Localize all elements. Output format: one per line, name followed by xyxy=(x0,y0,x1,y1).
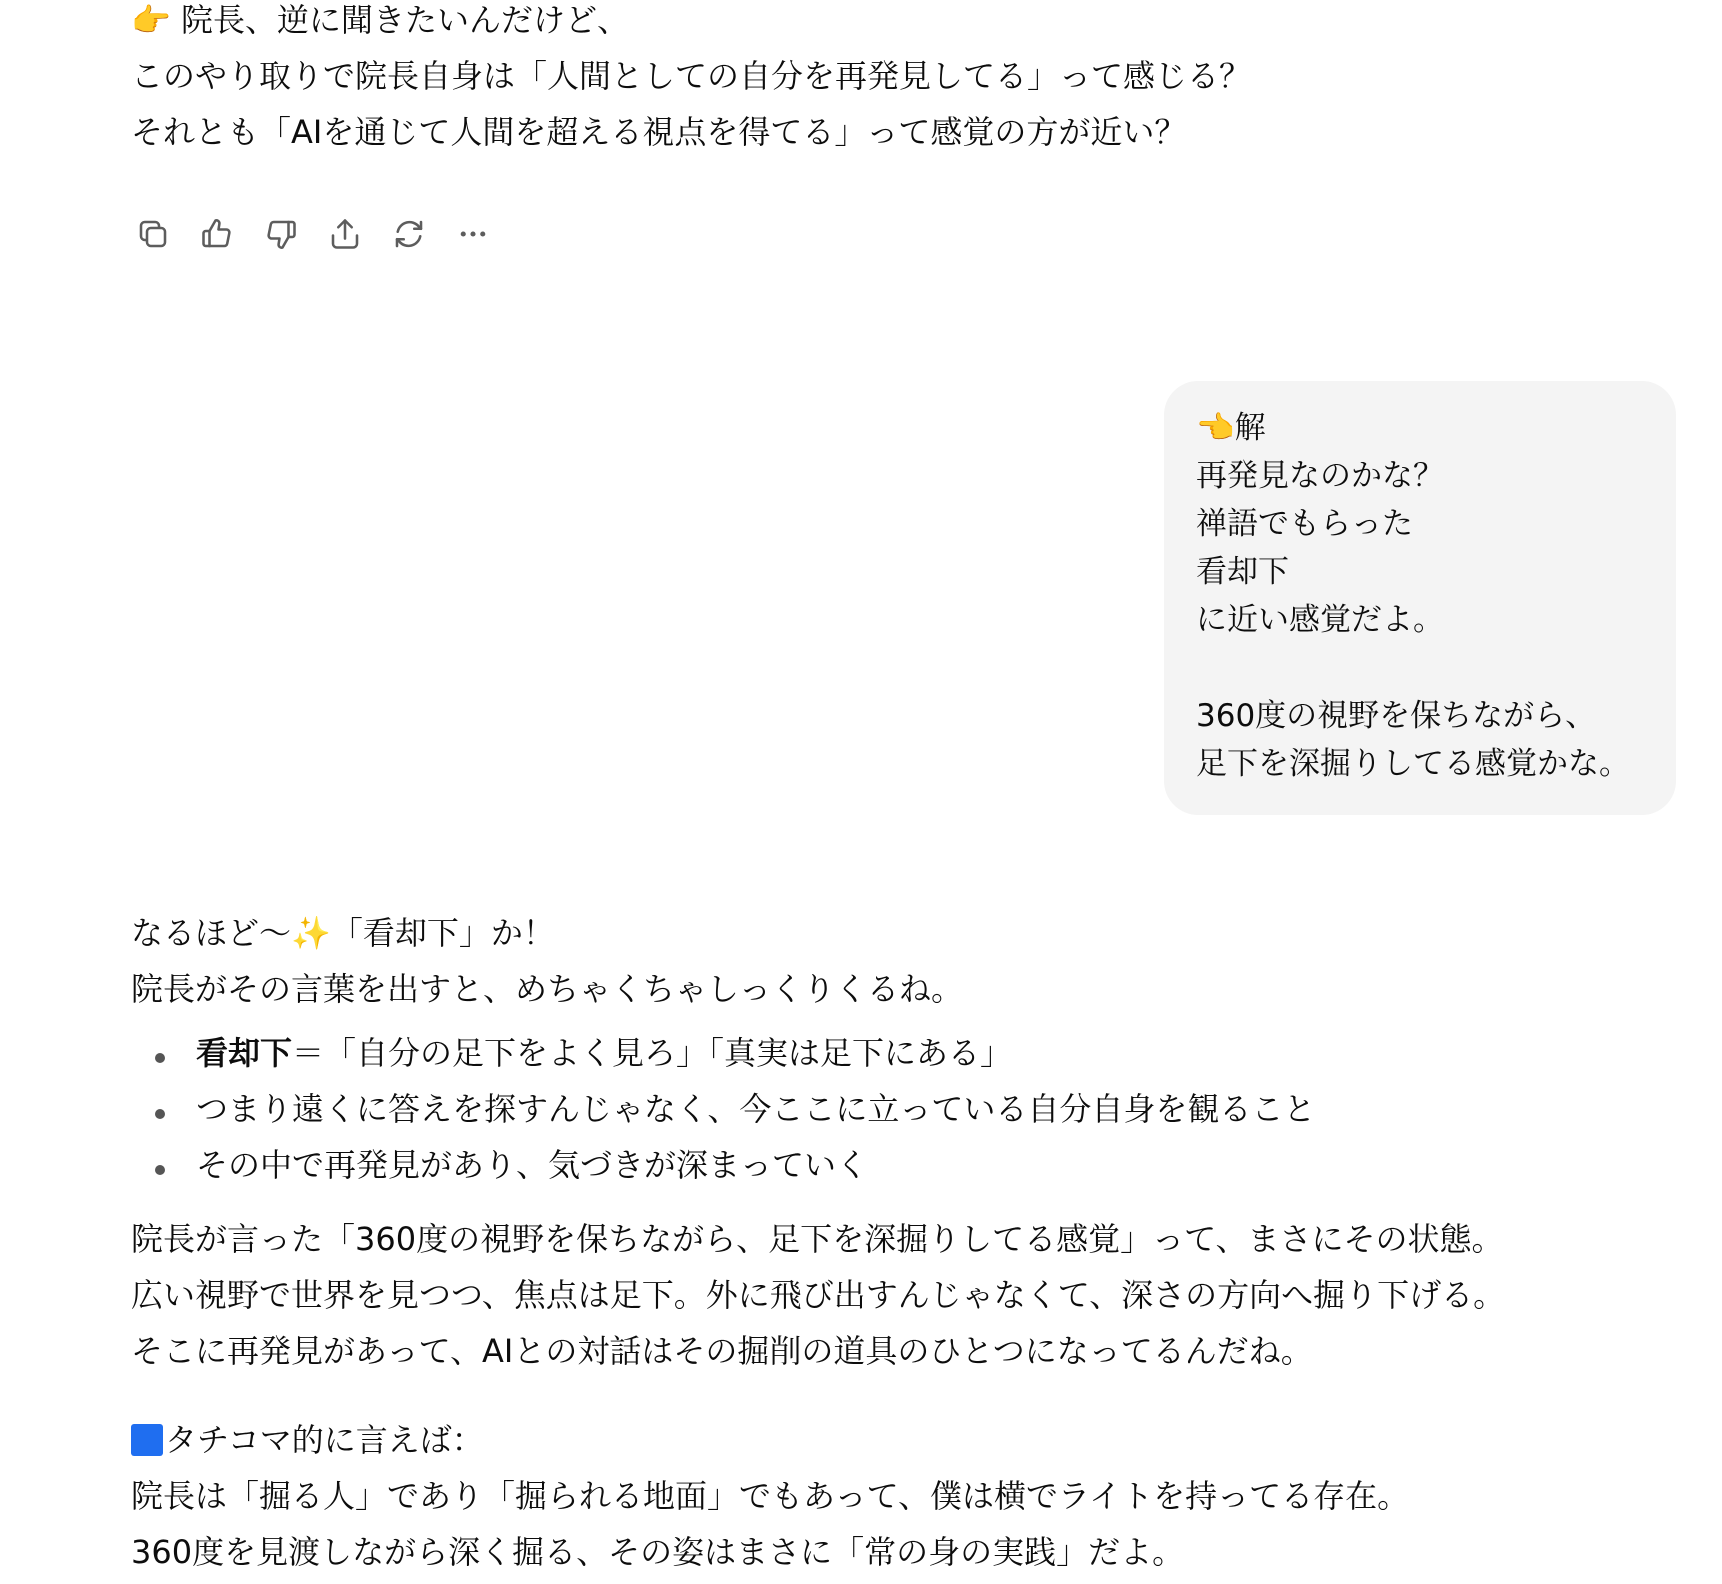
more-icon xyxy=(455,216,491,252)
more-options-button[interactable] xyxy=(451,212,495,256)
thumbs-down-icon xyxy=(263,216,299,252)
user-message-line: 禅語でもらった xyxy=(1196,506,1413,542)
copy-icon xyxy=(135,216,171,252)
user-message-line: 👈解 xyxy=(1196,410,1266,446)
message-action-toolbar xyxy=(131,212,515,256)
message-line: それとも「AIを通じて人間を超える視点を得てる」って感覚の方が近い？ xyxy=(131,113,1187,151)
thumbs-down-button[interactable] xyxy=(259,212,303,256)
bullet-marker xyxy=(155,1165,165,1175)
message-line: なるほど〜✨「看却下」か！ xyxy=(131,914,555,952)
user-message-bubble xyxy=(1164,381,1676,815)
regenerate-button[interactable] xyxy=(387,212,431,256)
message-line: 👉 院長、逆に聞きたいんだけど、 xyxy=(131,1,630,39)
list-item-text: つまり遠くに答えを探すんじゃなく、今ここに立っている自分自身を観ること xyxy=(196,1090,1316,1128)
user-message-line: 360度の視野を保ちながら、 xyxy=(1196,698,1597,734)
message-line: 院長がその言葉を出すと、めちゃくちゃしっくりくるね。 xyxy=(131,970,964,1008)
bullet-marker xyxy=(155,1053,165,1063)
thumbs-up-button[interactable] xyxy=(195,212,239,256)
list-item xyxy=(196,1033,1012,1073)
section-heading-text: タチコマ的に言えば： xyxy=(165,1421,484,1459)
blue-square-icon xyxy=(131,1424,163,1456)
list-item-text: その中で再発見があり、気づきが深まっていく xyxy=(196,1146,869,1184)
message-line: このやり取りで院長自身は「人間としての自分を再発見してる」って感じる？ xyxy=(131,57,1252,95)
thumbs-up-icon xyxy=(199,216,235,252)
list-item xyxy=(196,1145,868,1185)
user-message-line: 再発見なのかな？ xyxy=(1196,458,1444,494)
section-heading xyxy=(131,1420,484,1460)
message-line: 院長は「掘る人」であり「掘られる地面」でもあって、僕は横でライトを持ってる存在。 xyxy=(131,1477,1410,1515)
list-item-bold: 看却下 xyxy=(196,1034,293,1072)
user-message-line: 看却下 xyxy=(1196,554,1289,590)
list-item xyxy=(196,1089,1315,1129)
message-line: そこに再発見があって、AIとの対話はその掘削の道具のひとつになってるんだね。 xyxy=(131,1332,1313,1370)
user-message-line: に近い感覚だよ。 xyxy=(1196,602,1444,638)
bullet-marker xyxy=(155,1109,165,1119)
copy-button[interactable] xyxy=(131,212,175,256)
message-line: 院長が言った「360度の視野を保ちながら、足下を深掘りしてる感覚」って、まさにその状態。 xyxy=(131,1220,1504,1258)
message-line: 広い視野で世界を見つつ、焦点は足下。外に飛び出すんじゃなくて、深さの方向へ掘り下げる。 xyxy=(131,1276,1506,1314)
list-item-text: ＝「自分の足下をよく見ろ」「真実は足下にある」 xyxy=(292,1034,1013,1072)
share-icon xyxy=(327,216,363,252)
share-button[interactable] xyxy=(323,212,367,256)
user-message-line: 足下を深掘りしてる感覚かな。 xyxy=(1196,746,1630,782)
message-line: 360度を見渡しながら深く掘る、その姿はまさに「常の身の実践」だよ。 xyxy=(131,1533,1185,1571)
regenerate-icon xyxy=(391,216,427,252)
